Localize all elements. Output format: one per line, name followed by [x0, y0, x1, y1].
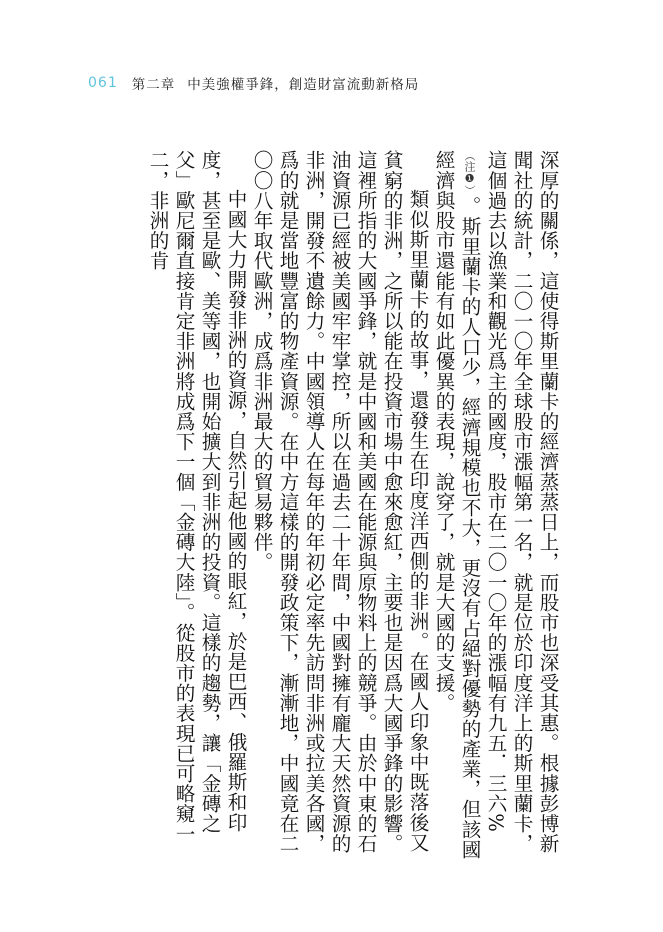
paragraph-1-text-b: 。斯里蘭卡的人口少，經濟規模也不大，更沒有占絕對優勢的產業，但該國經濟與股市還能有如此優異的表現，說穿了，就是大國的支援。 [432, 150, 481, 860]
paragraph-1 [430, 150, 560, 860]
chapter-title: 中美強權爭鋒，創造財富流動新格局 [187, 77, 420, 93]
footnote-marker: （注❶） [463, 150, 476, 196]
body-text [104, 150, 560, 860]
paragraph-3: 中國大力開發非洲的資源，自然引起他國的眼紅，於是巴西、俄羅斯和印度，甚至是歐、美等國，也開始擴大到非洲的投資。這樣的趨勢，讓「金磚之父」歐尼爾直接肯定非洲將成爲下一個「金磚大陸」。從股市的表現已可略窺一二，非洲的肯 [146, 150, 247, 844]
running-header [88, 72, 419, 94]
page-number: 061 [88, 75, 118, 91]
chapter-label: 第二章 [131, 77, 176, 93]
paragraph-2: 類似斯里蘭卡的故事，還發生在印度洋西側的非洲。在國人印象中既落後又貧窮的非洲，之所以能在投資市場中愈來愈紅，主要也是因爲大國爭鋒的影響。這裡所指的大國爭鋒，就是中國和美國在能源與原物料上的競爭。由於中東的石油資源已經被美國牢牢掌控，所以在過去二十年間，中國對擁有龐大天然資源的非洲，開發不遺餘力。中國領導人在每年的年初必定率先訪問非洲或拉美各國，爲的就是當地豐富的物產資源。在中方這樣的開發政策下，漸漸地，中國竟在二〇〇八年取代歐洲，成爲非洲最大的貿易夥伴。 [250, 150, 429, 854]
paragraph-1-text-a: 深厚的關係，這使得斯里蘭卡的經濟蒸蒸日上，而股市也深受其惠。根據彭博新聞社的統計，二〇一〇年全球股市漲幅第一名，就是位於印度洋上的斯里蘭卡，這個過去以漁業和觀光爲主的國度，股市在二〇一〇年的漲幅有九五．三六% [484, 150, 559, 854]
